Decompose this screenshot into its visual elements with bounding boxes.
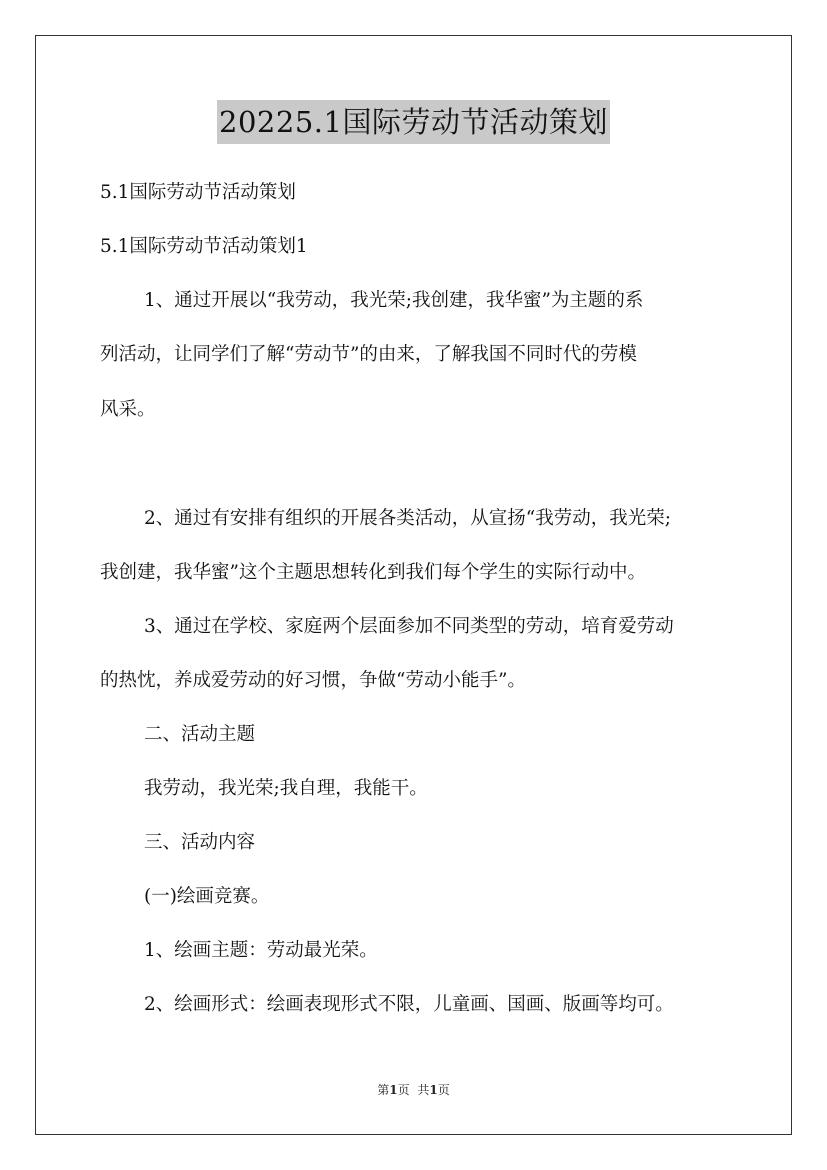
paragraph-line: 3、通过在学校、家庭两个层面参加不同类型的劳动，培育爱劳动 [144,616,674,637]
footer-prefix: 第 [377,1083,390,1097]
paragraph-line: 我创建，我华蜜”这个主题思想转化到我们每个学生的实际行动中。 [100,562,646,583]
footer-total-unit: 页 [437,1083,450,1097]
section-heading: 二、活动主题 [144,724,256,745]
title-container [0,100,827,144]
footer-total-prefix: 共 [417,1083,430,1097]
page-footer [0,1081,827,1098]
paragraph-line: 1、通过开展以“我劳动，我光荣;我创建，我华蜜”为主题的系 [144,290,644,311]
section-heading: 三、活动内容 [144,832,256,853]
footer-page-unit: 页 [397,1083,410,1097]
paragraph-line: 风采。 [100,399,156,420]
doc-subheading: 5.1国际劳动节活动策划1 [100,236,308,257]
paragraph-line: 列活动，让同学们了解“劳动节”的由来，了解我国不同时代的劳模 [100,344,637,365]
subsection-heading: (一)绘画竞赛。 [144,886,270,907]
list-item: 1、绘画主题：劳动最光荣。 [144,940,378,961]
paragraph-line: 我劳动，我光荣;我自理，我能干。 [144,778,428,799]
doc-heading: 5.1国际劳动节活动策划 [100,182,296,203]
list-item: 2、绘画形式：绘画表现形式不限，儿童画、国画、版画等均可。 [144,994,674,1015]
page-title: 20225.1国际劳动节活动策划 [217,100,610,144]
paragraph-line: 2、通过有安排有组织的开展各类活动，从宣扬“我劳动，我光荣; [144,508,671,529]
footer-total-pages: 1 [429,1083,438,1097]
paragraph-line: 的热忱，养成爱劳动的好习惯，争做“劳动小能手”。 [100,670,526,691]
footer-page-number: 1 [389,1083,398,1097]
